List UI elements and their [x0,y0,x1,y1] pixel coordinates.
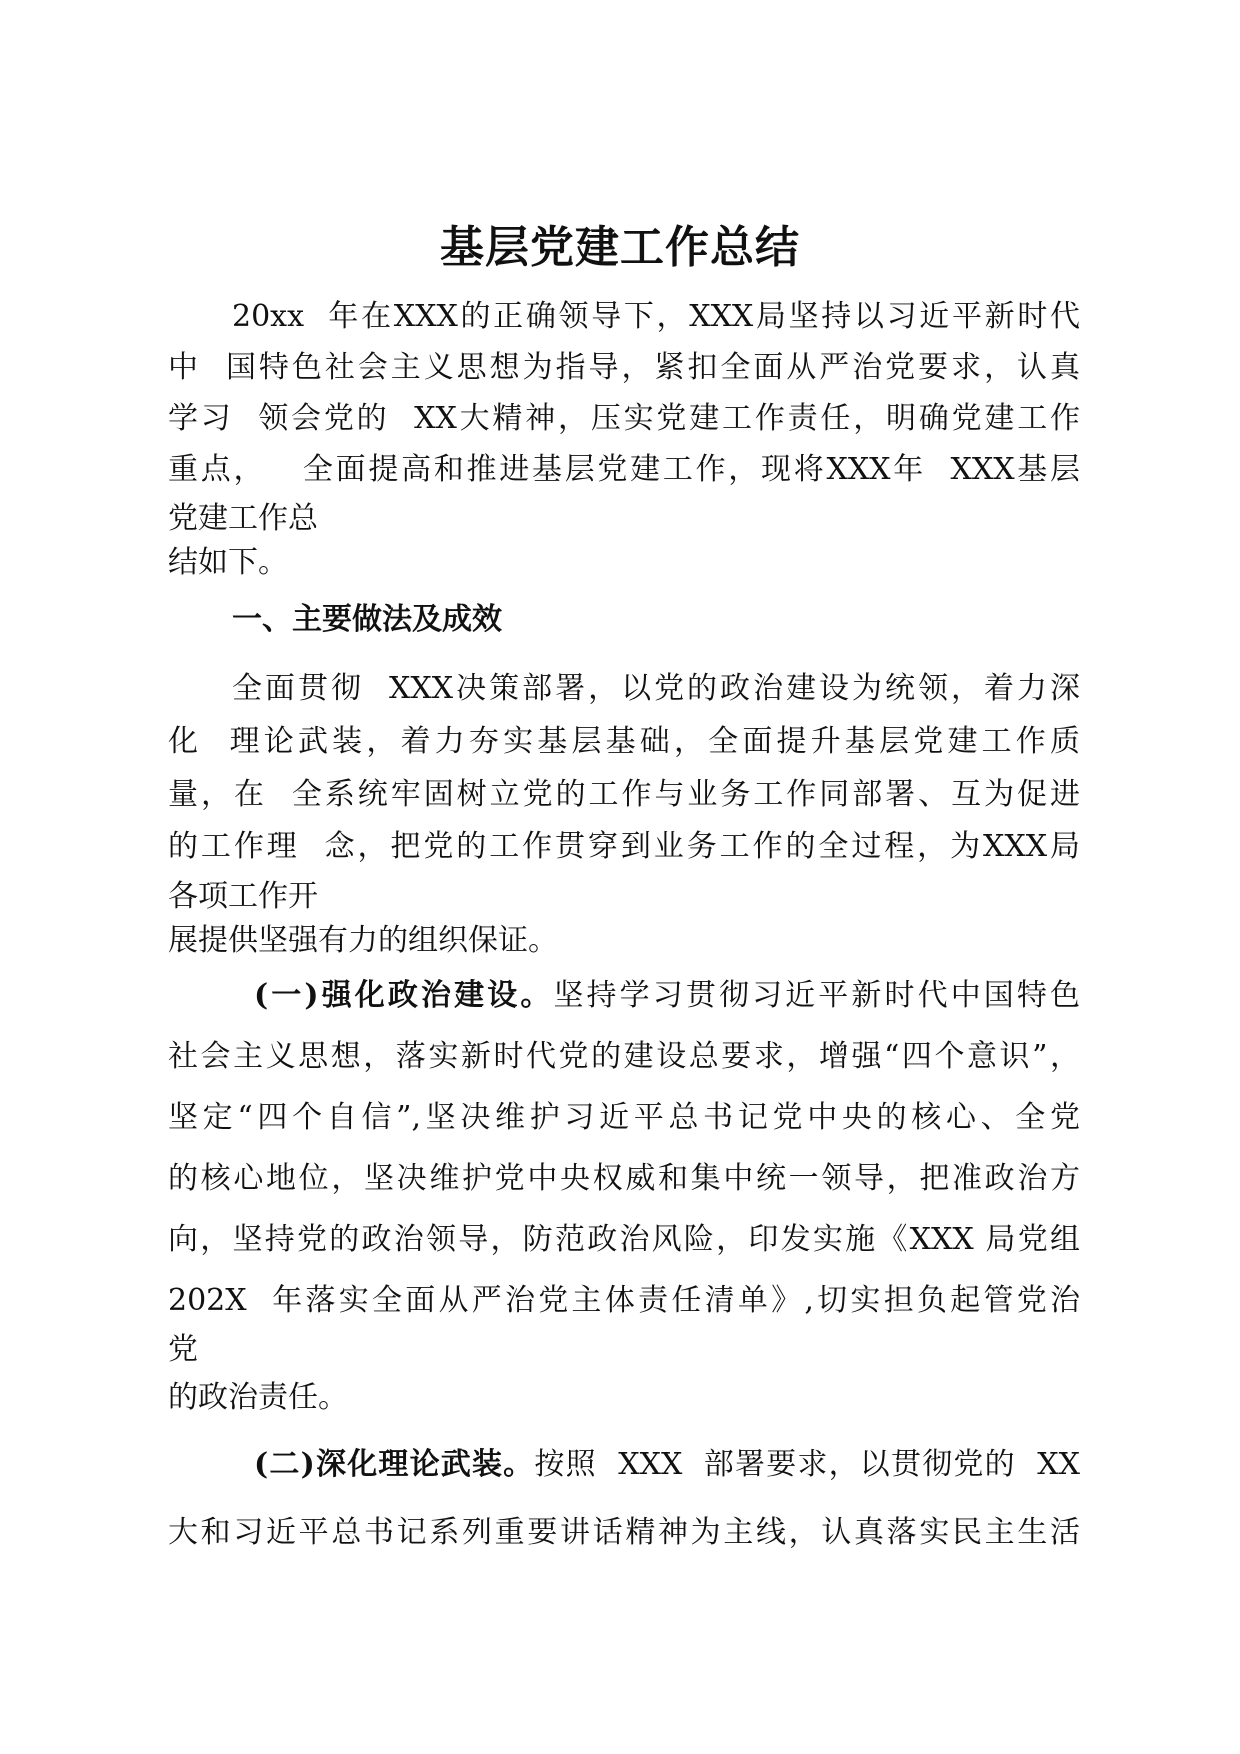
subsection-first-line [254,976,1080,1016]
intro-line: 重点， 全面提高和推进基层党建工作，现将XXX年 XXX基层 [168,452,1080,487]
subsection-line: 党 [168,1332,198,1367]
subsection-line: 的政治责任。 [168,1380,348,1415]
subsection-line: 的核心地位，坚决维护党中央权威和集中统一领导，把准政治方 [168,1161,1080,1196]
intro-line: 党建工作总 [168,501,318,536]
section-line: 化 理论武装，着力夯实基层基础，全面提升基层党建工作质 [168,724,1080,759]
section-line: 各项工作开 [168,879,318,914]
document-title: 基层党建工作总结 [440,222,800,273]
intro-line: 中 国特色社会主义思想为指导，紧扣全面从严治党要求，认真 [168,350,1080,385]
subsection-first-line [254,1445,1080,1485]
subsection-line: 202X 年落实全面从严治党主体责任清单》,切实担负起管党治 [168,1283,1080,1318]
section-line: 展提供坚强有力的组织保证。 [168,923,558,958]
intro-line: 学习 领会党的 XX大精神，压实党建工作责任，明确党建工作 [168,401,1080,436]
section-heading: 一、主要做法及成效 [232,602,502,637]
subsection-heading: (一)强化政治建设。 [254,978,554,1013]
subsection-line: 大和习近平总书记系列重要讲话精神为主线，认真落实民主生活 [168,1515,1080,1550]
subsection-line: 社会主义思想，落实新时代党的建设总要求，增强“四个意识”， [168,1039,1080,1074]
subsection-heading: (二)深化理论武装。 [254,1447,535,1482]
subsection-line: 坚定“四个自信”,坚决维护习近平总书记党中央的核心、全党 [168,1100,1080,1135]
subsection-line: 向，坚持党的政治领导，防范政治风险，印发实施《XXX 局党组 [168,1222,1080,1257]
section-line: 的工作理 念，把党的工作贯穿到业务工作的全过程，为XXX局 [168,829,1080,864]
section-line: 全面贯彻 XXX决策部署，以党的政治建设为统领，着力深 [232,671,1080,706]
intro-line: 结如下。 [168,545,288,580]
intro-line: 20xx 年在XXX的正确领导下，XXX局坚持以习近平新时代 [232,299,1080,334]
subsection-text: 坚持学习贯彻习近平新时代中国特色 [553,978,1081,1013]
section-line: 量，在 全系统牢固树立党的工作与业务工作同部署、互为促进 [168,777,1080,812]
subsection-text: 按照 XXX 部署要求，以贯彻党的 XX [534,1447,1080,1482]
